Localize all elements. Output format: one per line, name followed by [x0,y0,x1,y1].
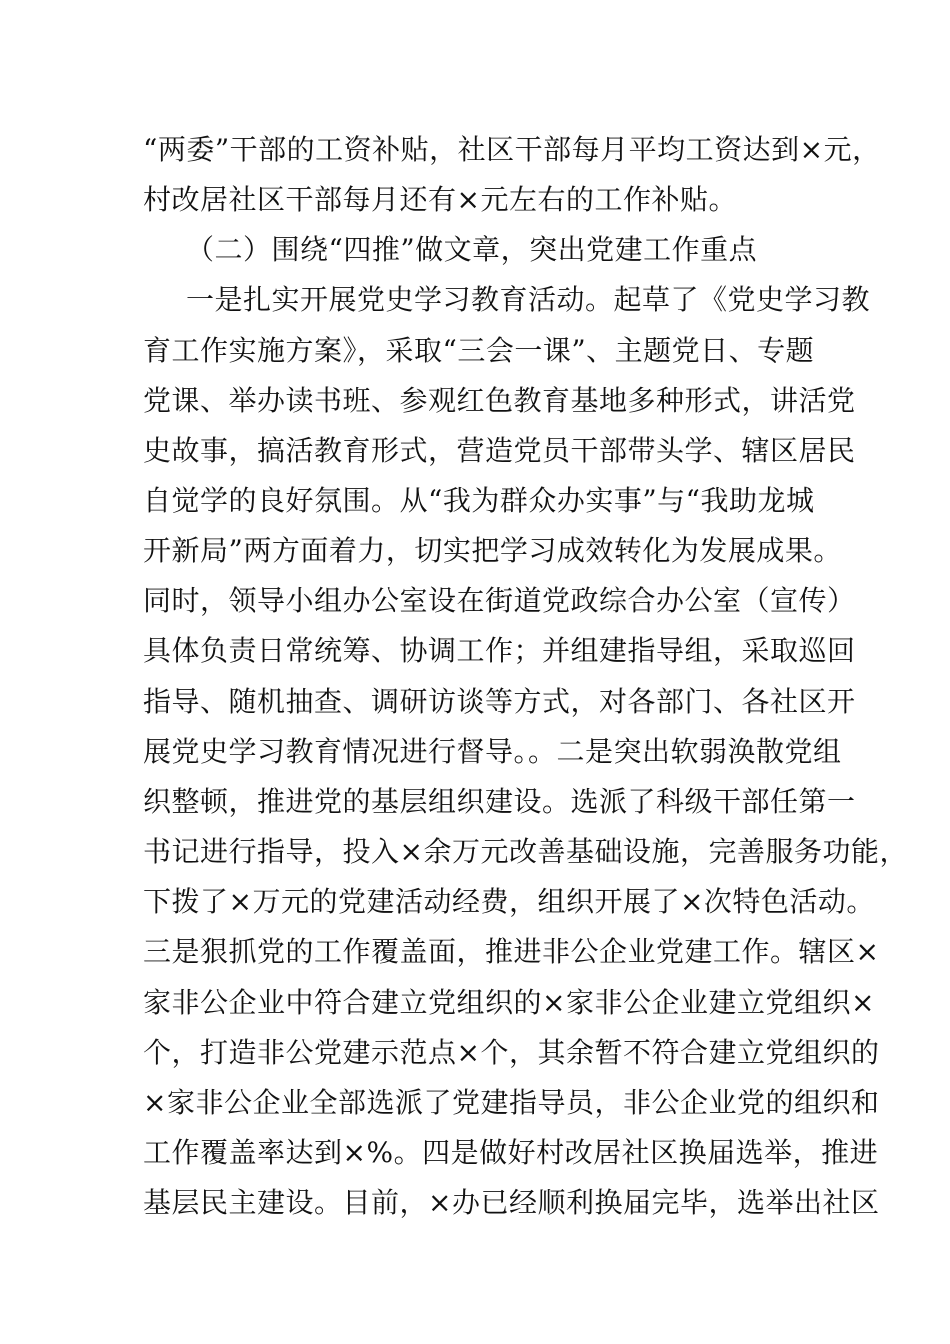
text-line: “两委”干部的工资补贴，社区干部每月平均工资达到×元， [143,133,881,166]
text-line: 家非公企业中符合建立党组织的×家非公企业建立党组织× [143,986,875,1019]
text-line: 书记进行指导，投入×余万元改善基础设施，完善服务功能， [143,835,908,868]
text-line: 展党史学习教育情况进行督导。。二是突出软弱涣散党组 [143,735,842,768]
text-line: 三是狠抓党的工作覆盖面，推进非公企业党建工作。辖区× [143,935,880,968]
section-heading: （二）围绕“四推”做文章，突出党建工作重点 [186,233,758,266]
text-line: 个，打造非公党建示范点×个，其余暂不符合建立党组织的 [143,1036,880,1069]
text-line: 开新局”两方面着力，切实把学习成效转化为发展成果。 [143,534,842,567]
text-line: 村改居社区干部每月还有×元左右的工作补贴。 [143,183,737,216]
paragraph-start: 一是扎实开展党史学习教育活动。起草了《党史学习教 [186,283,871,316]
text-line: 基层民主建设。目前，×办已经顺利换届完毕，选举出社区 [143,1186,880,1219]
text-line: 下拨了×万元的党建活动经费，组织开展了×次特色活动。 [143,885,875,918]
text-line: 工作覆盖率达到×%。四是做好村改居社区换届选举，推进 [143,1136,879,1169]
text-line: 具体负责日常统筹、协调工作；并组建指导组，采取巡回 [143,634,856,667]
text-line: 党课、举办读书班、参观红色教育基地多种形式，讲活党 [143,384,856,417]
text-line: 同时，领导小组办公室设在街道党政综合办公室（宣传） [143,584,856,617]
text-line: 织整顿，推进党的基层组织建设。选派了科级干部任第一 [143,785,856,818]
text-line: 育工作实施方案》，采取“三会一课”、主题党日、专题 [143,334,815,367]
text-line: ×家非公企业全部选派了党建指导员，非公企业党的组织和 [143,1086,880,1119]
text-line: 史故事，搞活教育形式，营造党员干部带头学、辖区居民 [143,434,856,467]
text-line: 指导、随机抽查、调研访谈等方式，对各部门、各社区开 [143,685,856,718]
text-line: 自觉学的良好氛围。从“我为群众办实事”与“我助龙城 [143,484,815,517]
